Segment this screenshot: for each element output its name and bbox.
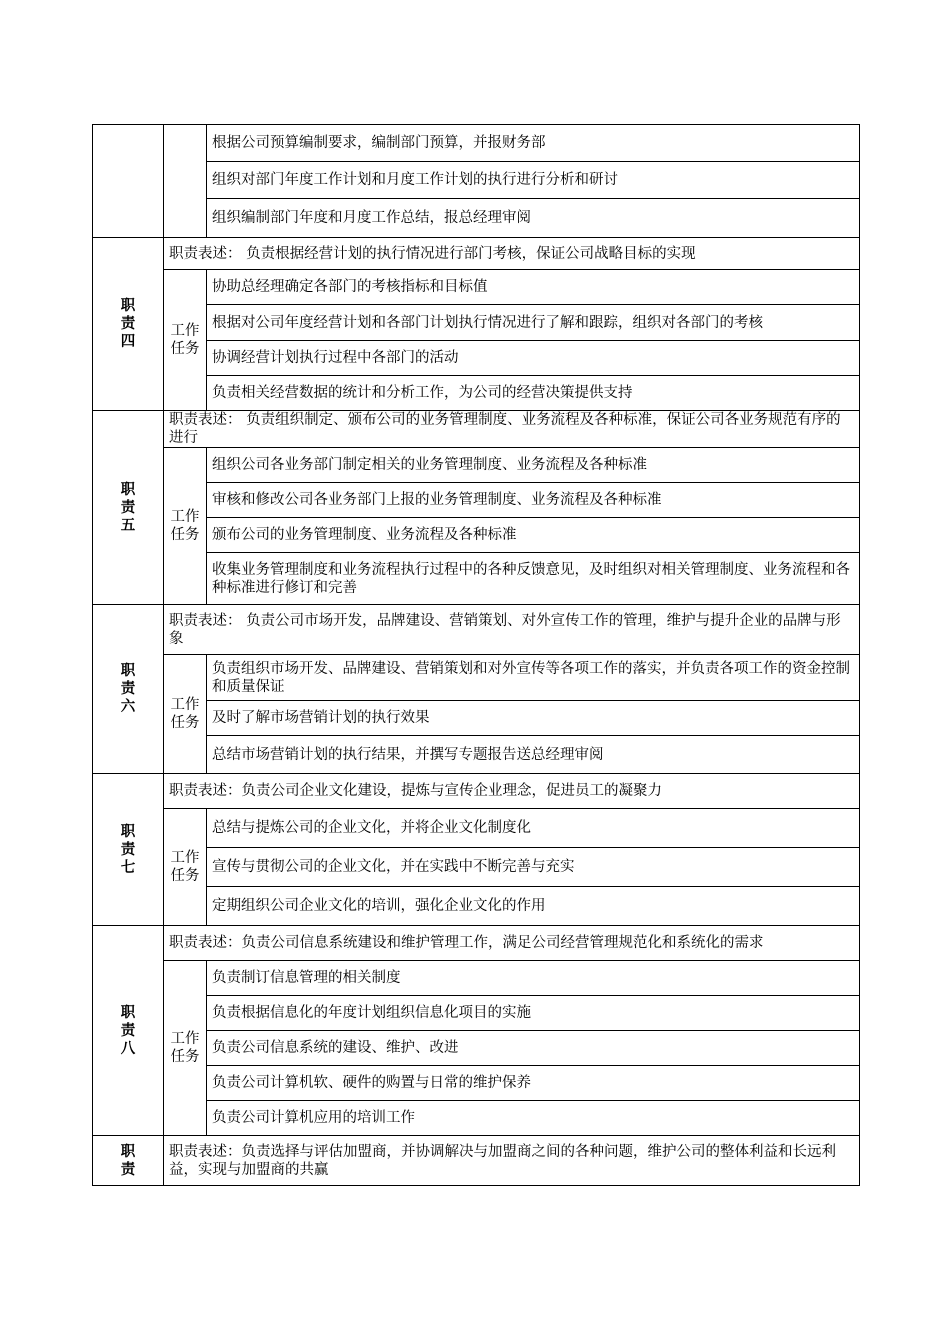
task-item: 负责公司计算机软、硬件的购置与日常的维护保养 xyxy=(207,1066,860,1101)
table-row xyxy=(93,448,860,483)
task-item: 组织对部门年度工作计划和月度工作计划的执行进行分析和研讨 xyxy=(207,162,860,199)
task-item: 定期组织公司企业文化的培训，强化企业文化的作用 xyxy=(207,887,860,926)
table-row xyxy=(93,199,860,238)
duty-description: 职责表述： 负责公司市场开发，品牌建设、营销策划、对外宣传工作的管理，维护与提升企业的品牌与形象 xyxy=(164,605,860,655)
task-item: 负责组织市场开发、品牌建设、营销策划和对外宣传等各项工作的落实，并负责各项工作的资金控制和质量保证 xyxy=(207,655,860,701)
task-label: 工作任务 xyxy=(164,270,207,411)
table-row xyxy=(93,1066,860,1101)
table-row xyxy=(93,848,860,887)
table-row xyxy=(93,483,860,518)
table-row xyxy=(93,1031,860,1066)
task-item: 负责根据信息化的年度计划组织信息化项目的实施 xyxy=(207,996,860,1031)
task-item: 总结与提炼公司的企业文化，并将企业文化制度化 xyxy=(207,809,860,848)
task-item: 根据公司预算编制要求，编制部门预算，并报财务部 xyxy=(207,125,860,162)
duty-heading: 职责四 xyxy=(93,238,164,411)
table-row xyxy=(93,961,860,996)
table-row xyxy=(93,270,860,305)
duty-heading-cell xyxy=(93,125,164,238)
task-label: 工作任务 xyxy=(164,448,207,605)
table-row xyxy=(93,1101,860,1136)
task-item: 审核和修改公司各业务部门上报的业务管理制度、业务流程及各种标准 xyxy=(207,483,860,518)
task-item: 负责公司信息系统的建设、维护、改进 xyxy=(207,1031,860,1066)
task-label: 工作任务 xyxy=(164,809,207,926)
table-row xyxy=(93,305,860,341)
task-item: 收集业务管理制度和业务流程执行过程中的各种反馈意见，及时组织对相关管理制度、业务流程和各种标准进行修订和完善 xyxy=(207,553,860,605)
duty-heading: 职责六 xyxy=(93,605,164,774)
duty-description: 职责表述：负责公司企业文化建设，提炼与宣传企业理念，促进员工的凝聚力 xyxy=(164,774,860,809)
duty-description: 职责表述： 负责组织制定、颁布公司的业务管理制度、业务流程及各种标准，保证公司各业务规范有序的进行 xyxy=(164,411,860,448)
table-row xyxy=(93,605,860,655)
table-row xyxy=(93,736,860,774)
task-item: 负责制订信息管理的相关制度 xyxy=(207,961,860,996)
task-item: 负责相关经营数据的统计和分析工作，为公司的经营决策提供支持 xyxy=(207,376,860,411)
duty-table xyxy=(92,124,860,1186)
table-row xyxy=(93,655,860,701)
task-item: 组织公司各业务部门制定相关的业务管理制度、业务流程及各种标准 xyxy=(207,448,860,483)
task-item: 组织编制部门年度和月度工作总结，报总经理审阅 xyxy=(207,199,860,238)
task-label: 工作任务 xyxy=(164,961,207,1136)
table-row xyxy=(93,162,860,199)
task-item: 负责公司计算机应用的培训工作 xyxy=(207,1101,860,1136)
task-item: 协调经营计划执行过程中各部门的活动 xyxy=(207,341,860,376)
duty-description: 职责表述： 负责根据经营计划的执行情况进行部门考核，保证公司战略目标的实现 xyxy=(164,238,860,270)
table-row xyxy=(93,1136,860,1186)
table-row xyxy=(93,411,860,448)
table-row xyxy=(93,701,860,736)
table-row xyxy=(93,887,860,926)
duty-description: 职责表述：负责选择与评估加盟商，并协调解决与加盟商之间的各种问题，维护公司的整体利益和长远利益，实现与加盟商的共赢 xyxy=(164,1136,860,1186)
duty-description: 职责表述：负责公司信息系统建设和维护管理工作，满足公司经营管理规范化和系统化的需求 xyxy=(164,926,860,961)
table-row xyxy=(93,926,860,961)
table-row xyxy=(93,518,860,553)
duty-heading: 职责 xyxy=(93,1136,164,1186)
table-row xyxy=(93,996,860,1031)
task-label: 工作任务 xyxy=(164,655,207,774)
table-row xyxy=(93,774,860,809)
task-item: 总结市场营销计划的执行结果，并撰写专题报告送总经理审阅 xyxy=(207,736,860,774)
task-item: 及时了解市场营销计划的执行效果 xyxy=(207,701,860,736)
task-item: 协助总经理确定各部门的考核指标和目标值 xyxy=(207,270,860,305)
table-row xyxy=(93,809,860,848)
table-row xyxy=(93,553,860,605)
duty-heading: 职责八 xyxy=(93,926,164,1136)
table-row xyxy=(93,341,860,376)
task-item: 根据对公司年度经营计划和各部门计划执行情况进行了解和跟踪，组织对各部门的考核 xyxy=(207,305,860,341)
task-item: 宣传与贯彻公司的企业文化，并在实践中不断完善与充实 xyxy=(207,848,860,887)
table-row xyxy=(93,376,860,411)
task-item: 颁布公司的业务管理制度、业务流程及各种标准 xyxy=(207,518,860,553)
task-label-cell xyxy=(164,125,207,238)
duty-heading: 职责五 xyxy=(93,411,164,605)
duty-heading: 职责七 xyxy=(93,774,164,926)
table-row xyxy=(93,125,860,162)
table-row xyxy=(93,238,860,270)
